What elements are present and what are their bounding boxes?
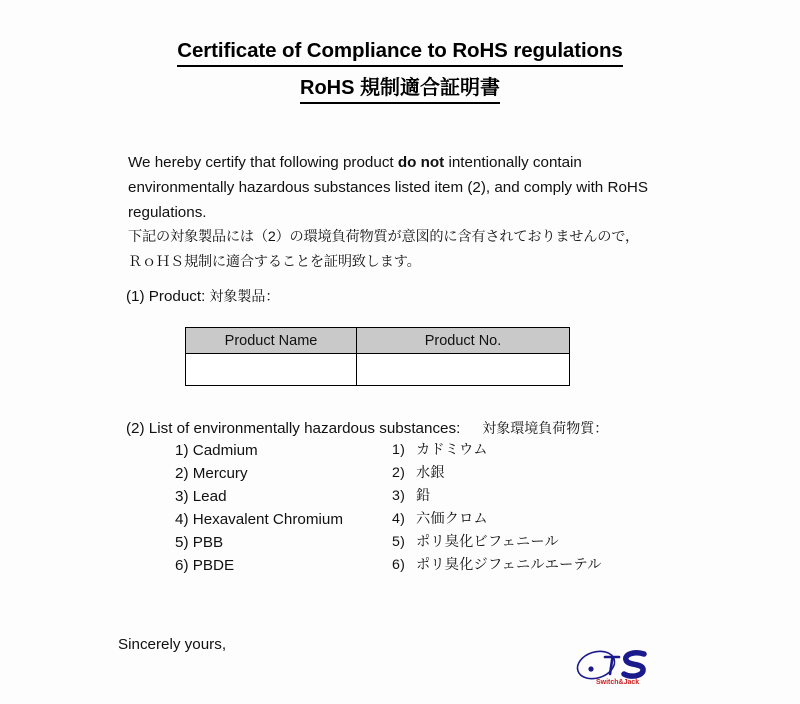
substance-japanese-number-5: 5) — [392, 534, 406, 550]
substance-japanese-text-5: ポリ臭化ビフェニール — [416, 534, 559, 550]
logo-dot — [588, 666, 593, 671]
cell-product-name[interactable] — [186, 354, 357, 386]
substance-japanese-text-6: ポリ臭化ジフェニルエーテル — [416, 557, 602, 573]
certification-statement — [128, 150, 673, 275]
hazardous-substances-list — [175, 439, 675, 577]
substance-japanese-2 — [392, 462, 445, 485]
list-item — [175, 485, 675, 508]
section-2-label-japanese: 対象環境負荷物質： — [482, 420, 609, 436]
substance-english-3: 3) Lead — [175, 488, 227, 505]
product-table — [185, 327, 570, 386]
statement-english-part1: We hereby certify that following product — [128, 154, 398, 171]
statement-japanese-line1: 下記の対象製品には（2）の環境負荷物質が意図的に含有されておりませんので， — [128, 229, 639, 245]
cell-product-no[interactable] — [357, 354, 570, 386]
list-item — [175, 462, 675, 485]
table-header-row — [186, 328, 570, 354]
section-1-label-english: (1) Product: — [126, 288, 206, 305]
substance-japanese-number-6: 6) — [392, 557, 406, 573]
logo-letter-t — [605, 657, 619, 674]
logo-letter-s — [624, 653, 644, 676]
statement-english-emphasis: do not — [397, 154, 445, 171]
table-row — [186, 354, 570, 386]
substance-japanese-4 — [392, 508, 488, 531]
list-item — [175, 554, 675, 577]
substance-english-5: 5) PBB — [175, 534, 224, 551]
list-item — [175, 439, 675, 462]
company-logo — [574, 643, 670, 691]
page-title-english: Certificate of Compliance to RoHS regulations — [177, 38, 622, 67]
substance-japanese-text-1: カドミウム — [416, 442, 488, 458]
list-item — [175, 508, 675, 531]
substance-japanese-5 — [392, 531, 559, 554]
substance-english-1: 1) Cadmium — [175, 442, 258, 459]
page-title-japanese-wrap — [0, 75, 800, 104]
substance-english-2: 2) Mercury — [175, 465, 248, 482]
section-2-heading — [126, 418, 608, 438]
substance-japanese-text-4: 六価クロム — [416, 511, 488, 527]
section-2-label-english: (2) List of environmentally hazardous substances: — [126, 420, 461, 437]
column-header-product-no: Product No. — [357, 328, 570, 354]
statement-english-part2: intentionally contain environmentally hazardous substances listed item (2), and comply with RoHS regulations. — [128, 154, 648, 221]
substance-english-6: 6) PBDE — [175, 557, 235, 574]
statement-japanese-line2: ＲｏＨＳ規制に適合することを証明致します。 — [128, 254, 421, 270]
title-block — [0, 38, 800, 104]
substance-japanese-number-1: 1) — [392, 442, 406, 458]
substance-japanese-number-2: 2) — [392, 465, 406, 481]
substance-japanese-text-2: 水銀 — [416, 465, 445, 481]
substance-japanese-1 — [392, 439, 488, 462]
substance-japanese-text-3: 鉛 — [416, 488, 431, 504]
closing-salutation: Sincerely yours, — [118, 636, 227, 653]
column-header-product-name: Product Name — [186, 328, 357, 354]
substance-english-4: 4) Hexavalent Chromium — [175, 511, 343, 528]
section-1-heading — [126, 286, 279, 306]
page-title-japanese: RoHS 規制適合証明書 — [300, 75, 500, 104]
ots-logo-icon — [574, 643, 670, 691]
substance-japanese-3 — [392, 485, 430, 508]
list-item — [175, 531, 675, 554]
substance-japanese-number-3: 3) — [392, 488, 406, 504]
substance-japanese-6 — [392, 554, 602, 577]
logo-tagline: Switch&Jack — [596, 679, 640, 686]
substance-japanese-number-4: 4) — [392, 511, 406, 527]
section-1-label-japanese: 対象製品： — [209, 288, 280, 304]
statement-english — [128, 150, 673, 225]
